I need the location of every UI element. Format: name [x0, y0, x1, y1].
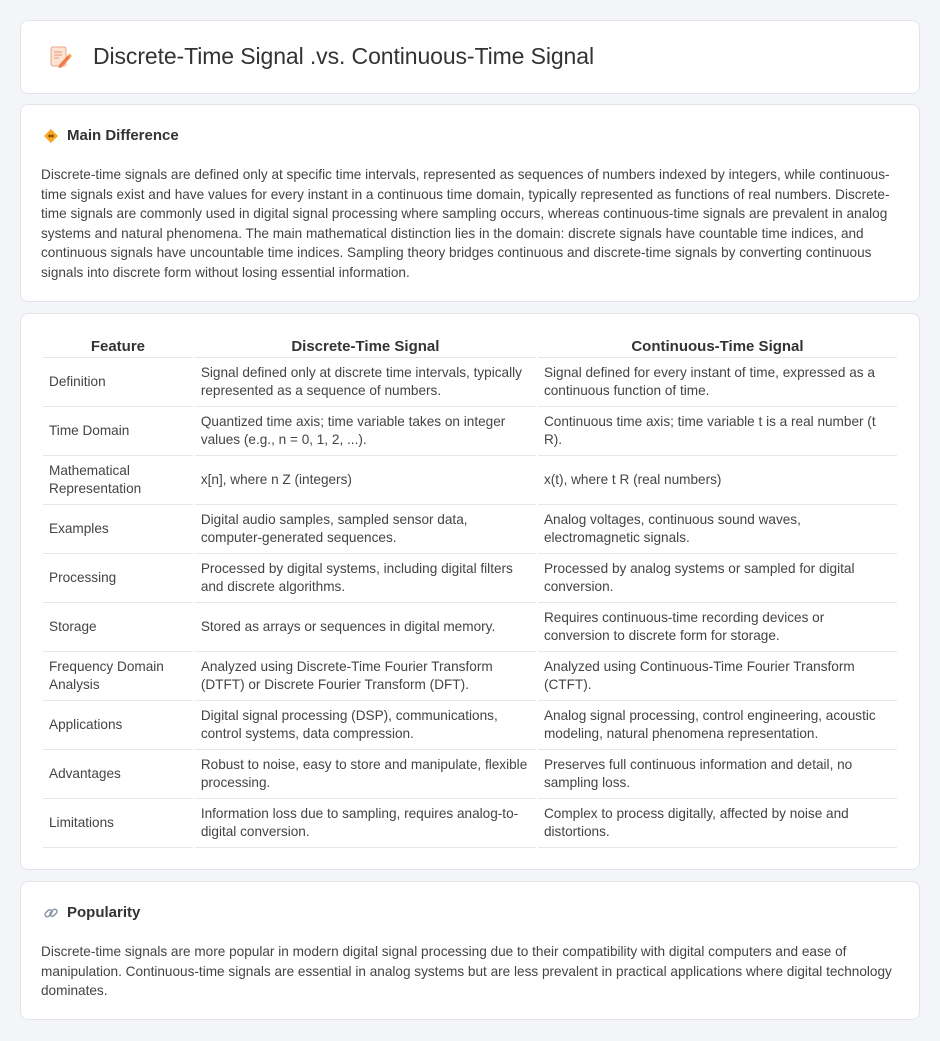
feature-cell: Processing — [43, 554, 193, 603]
discrete-cell: Processed by digital systems, including digital filters and discrete algorithms. — [195, 554, 536, 603]
discrete-cell: Digital audio samples, sampled sensor data, computer-generated sequences. — [195, 505, 536, 554]
title-row — [47, 43, 594, 70]
link-icon — [43, 905, 67, 921]
continuous-cell: Analog voltages, continuous sound waves, electromagnetic signals. — [538, 505, 897, 554]
discrete-cell: Digital signal processing (DSP), communications, control systems, data compression. — [195, 701, 536, 750]
feature-cell: Limitations — [43, 799, 193, 848]
header-discrete: Discrete-Time Signal — [195, 334, 536, 358]
table-row — [43, 799, 897, 848]
table-row — [43, 505, 897, 554]
diamond-arrows-icon — [43, 128, 67, 144]
table-row — [43, 701, 897, 750]
continuous-cell: Analog signal processing, control engineering, acoustic modeling, natural phenomena representation. — [538, 701, 897, 750]
popularity-title: Popularity — [67, 904, 141, 921]
main-difference-title: Main Difference — [67, 127, 179, 144]
discrete-cell: Analyzed using Discrete-Time Fourier Transform (DTFT) or Discrete Fourier Transform (DFT). — [195, 652, 536, 701]
feature-cell: Storage — [43, 603, 193, 652]
discrete-cell: Robust to noise, easy to store and manipulate, flexible processing. — [195, 750, 536, 799]
discrete-cell: x[n], where n Z (integers) — [195, 456, 536, 505]
feature-cell: Examples — [43, 505, 193, 554]
document-pen-icon — [47, 44, 73, 70]
continuous-cell: x(t), where t R (real numbers) — [538, 456, 897, 505]
continuous-cell: Processed by analog systems or sampled for digital conversion. — [538, 554, 897, 603]
continuous-cell: Requires continuous-time recording devices or conversion to discrete form for storage. — [538, 603, 897, 652]
feature-cell: Definition — [43, 358, 193, 407]
table-row — [43, 456, 897, 505]
discrete-cell: Quantized time axis; time variable takes on integer values (e.g., n = 0, 1, 2, ...). — [195, 407, 536, 456]
main-difference-card — [20, 104, 920, 302]
table-row — [43, 750, 897, 799]
continuous-cell: Preserves full continuous information and detail, no sampling loss. — [538, 750, 897, 799]
comparison-table-card — [20, 313, 920, 870]
feature-cell: Advantages — [43, 750, 193, 799]
page-title: Discrete-Time Signal .vs. Continuous-Time Signal — [93, 43, 594, 69]
feature-cell: Frequency Domain Analysis — [43, 652, 193, 701]
continuous-cell: Continuous time axis; time variable t is a real number (t R). — [538, 407, 897, 456]
continuous-cell: Complex to process digitally, affected by noise and distortions. — [538, 799, 897, 848]
main-difference-text: Discrete-time signals are defined only at specific time intervals, represented as sequences of numbers indexed by integers, while continuous-time signals exist and have values for every instant in a continuous time domain, typically represented as functions of real numbers. Discrete-time signals are commonly used in digital signal processing where sampling occurs, whereas continuous-time signals are prevalent in analog systems and natural phenomena. The main mathematical distinction lies in the domain: discrete signals have countable time indices, and continuous signals have uncountable time indices. Sampling theory bridges continuous and discrete-time signals by converting continuous signals into discrete form without losing essential information. — [41, 167, 890, 280]
popularity-text: Discrete-time signals are more popular in modern digital signal processing due to their compatibility with digital computers and ease of manipulation. Continuous-time signals are essential in analog systems but are less prevalent in practical applications where digital technology dominates. — [41, 944, 892, 998]
discrete-cell: Stored as arrays or sequences in digital memory. — [195, 603, 536, 652]
table-row — [43, 407, 897, 456]
table-row — [43, 554, 897, 603]
continuous-cell: Analyzed using Continuous-Time Fourier Transform (CTFT). — [538, 652, 897, 701]
feature-cell: Applications — [43, 701, 193, 750]
title-card — [20, 20, 920, 94]
discrete-cell: Signal defined only at discrete time intervals, typically represented as a sequence of numbers. — [195, 358, 536, 407]
continuous-cell: Signal defined for every instant of time, expressed as a continuous function of time. — [538, 358, 897, 407]
table-row — [43, 652, 897, 701]
feature-cell: Time Domain — [43, 407, 193, 456]
popularity-card — [20, 881, 920, 1020]
header-continuous: Continuous-Time Signal — [538, 334, 897, 358]
feature-cell: Mathematical Representation — [43, 456, 193, 505]
table-header-row — [43, 334, 897, 358]
popularity-heading — [43, 904, 140, 921]
table-row — [43, 603, 897, 652]
header-feature: Feature — [43, 334, 193, 358]
discrete-cell: Information loss due to sampling, requires analog-to-digital conversion. — [195, 799, 536, 848]
main-difference-heading — [43, 127, 179, 144]
comparison-table — [41, 334, 899, 848]
table-row — [43, 358, 897, 407]
